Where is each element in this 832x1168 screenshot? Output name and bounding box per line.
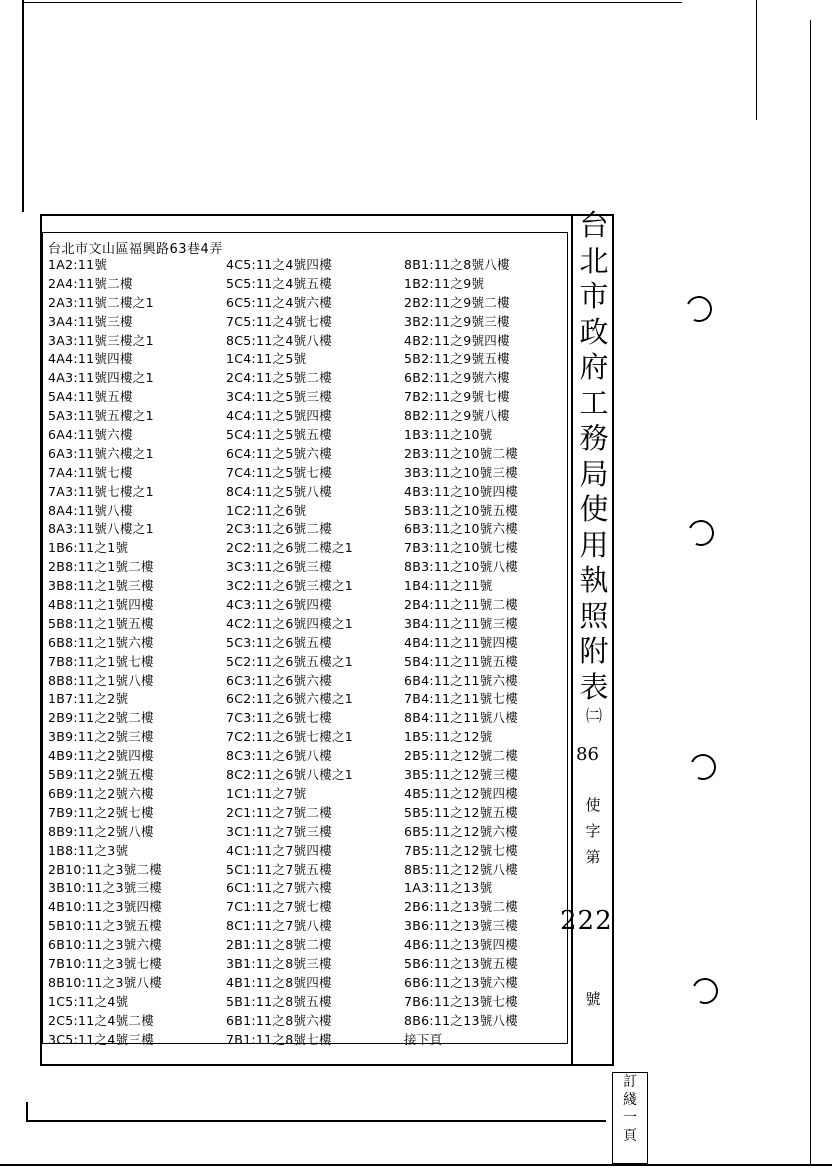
address-entry: 4B9:11之2號四樓 xyxy=(48,748,154,764)
address-entry: 3C4:11之5號三樓 xyxy=(226,389,333,405)
address-entry: 7C4:11之5號七樓 xyxy=(226,464,333,480)
address-entry: 7B9:11之2號七樓 xyxy=(48,804,154,820)
address-entry: 1C4:11之5號 xyxy=(226,351,307,367)
address-entry: 5B10:11之3號五樓 xyxy=(48,918,163,934)
address-entry: 2A3:11號二樓之1 xyxy=(48,294,154,310)
address-entry: 8B1:11之8號八樓 xyxy=(404,257,510,272)
title-char: 務 xyxy=(579,421,609,455)
seal-char: 頁 xyxy=(623,1128,637,1144)
address-entry: 6B10:11之3號六樓 xyxy=(48,937,163,953)
address-entry: 5A4:11號五樓 xyxy=(48,389,133,405)
address-entry: 8B3:11之10號八樓 xyxy=(404,559,519,575)
address-entry: 2C4:11之5號二樓 xyxy=(226,370,333,386)
address-entry: 6C1:11之7號六樓 xyxy=(226,880,333,896)
address-entry: 6B9:11之2號六樓 xyxy=(48,785,154,801)
title-char: 府 xyxy=(579,350,609,384)
title-char: 市 xyxy=(579,279,609,313)
scan-top-line xyxy=(22,2,682,3)
punch-hole-icon xyxy=(684,516,717,549)
address-entry: 6B1:11之8號六樓 xyxy=(226,1012,332,1028)
bottom-rule xyxy=(26,1120,606,1122)
address-entry: 2B8:11之1號二樓 xyxy=(48,559,154,575)
punch-hole-icon xyxy=(688,974,721,1007)
address-entry: 8B8:11之1號八樓 xyxy=(48,672,154,688)
address-entry: 1B8:11之3號 xyxy=(48,842,129,858)
address-column-2 xyxy=(226,256,401,1049)
title-char: 使 xyxy=(579,492,609,526)
address-entry: 7C5:11之4號七樓 xyxy=(226,313,333,329)
address-entry: 4B5:11之12號四樓 xyxy=(404,785,519,801)
address-entry: 4B8:11之1號四樓 xyxy=(48,597,154,613)
address-entry: 4C4:11之5號四樓 xyxy=(226,408,333,424)
address-entry: 6B4:11之11號六樓 xyxy=(404,672,519,688)
address-entry: 4C2:11之6號四樓之1 xyxy=(226,615,354,631)
title-char: 表 xyxy=(579,669,609,704)
address-entry: 5A3:11號五樓之1 xyxy=(48,408,154,424)
address-entry: 5C4:11之5號五樓 xyxy=(226,427,333,443)
address-entry: 2B4:11之11號二樓 xyxy=(404,597,519,613)
address-entry: 2B3:11之10號二樓 xyxy=(404,445,519,461)
top-edge-line xyxy=(22,0,24,212)
address-entry: 1B3:11之10號 xyxy=(404,427,493,443)
title-char: 執 xyxy=(579,563,609,597)
address-entry: 3C5:11之4號三樓 xyxy=(48,1031,155,1047)
address-entry: 8A3:11號八樓之1 xyxy=(48,521,154,537)
title-suffix: ㈡ xyxy=(585,706,602,725)
address-entry: 2A4:11號二樓 xyxy=(48,275,133,291)
address-entry: 6B3:11之10號六樓 xyxy=(404,521,519,537)
address-entry: 5C2:11之6號五樓之1 xyxy=(226,653,354,669)
address-entry: 8B2:11之9號八樓 xyxy=(404,408,510,424)
punch-hole-icon xyxy=(686,750,719,783)
address-entry: 6C3:11之6號六樓 xyxy=(226,672,333,688)
title-char: 工 xyxy=(579,385,609,420)
title-char: 附 xyxy=(579,634,609,668)
title-char: 照 xyxy=(579,598,609,633)
address-entry: 7B8:11之1號七樓 xyxy=(48,653,154,669)
bottom-rule-tick xyxy=(26,1102,28,1122)
address-entry: 4C5:11之4號四樓 xyxy=(226,257,333,272)
title-char: 局 xyxy=(579,456,609,491)
address-entry: 5C5:11之4號五樓 xyxy=(226,275,333,291)
address-entry: 8B9:11之2號八樓 xyxy=(48,823,154,839)
address-entry: 4C1:11之7號四樓 xyxy=(226,842,333,858)
address-entry: 1C1:11之7號 xyxy=(226,785,307,801)
address-entry: 8C4:11之5號八樓 xyxy=(226,483,333,499)
address-entry: 5B6:11之13號五樓 xyxy=(404,955,519,971)
address-entry: 7C2:11之6號七樓之1 xyxy=(226,729,354,745)
address-entry: 8B6:11之13號八樓 xyxy=(404,1012,519,1028)
bottom-edge-line xyxy=(0,1164,832,1166)
title-char: 北 xyxy=(579,243,609,278)
seal-char: 訂 xyxy=(623,1074,637,1090)
address-entry: 3C3:11之6號三樓 xyxy=(226,559,333,575)
address-entry: 6C4:11之5號六樓 xyxy=(226,445,333,461)
address-entry: 接下頁 xyxy=(404,1031,443,1047)
address-entry: 2B6:11之13號二樓 xyxy=(404,899,519,915)
address-entry: 1C5:11之4號 xyxy=(48,993,129,1009)
address-entry: 8B4:11之11號八樓 xyxy=(404,710,519,726)
permit-serial: 222 xyxy=(560,906,613,936)
address-entry: 8A4:11號八樓 xyxy=(48,502,133,518)
address-entry: 3A3:11號三樓之1 xyxy=(48,332,154,348)
address-entry: 8C1:11之7號八樓 xyxy=(226,918,333,934)
address-entry: 2B5:11之12號二樓 xyxy=(404,748,519,764)
binding-seal xyxy=(612,1072,648,1164)
address-entry: 2C2:11之6號二樓之1 xyxy=(226,540,354,556)
address-entry: 1B6:11之1號 xyxy=(48,540,129,556)
address-entry: 3B6:11之13號三樓 xyxy=(404,918,519,934)
address-entry: 1B4:11之11號 xyxy=(404,578,493,594)
address-entry: 5B9:11之2號五樓 xyxy=(48,767,154,783)
address-entry: 6B2:11之9號六樓 xyxy=(404,370,510,386)
address-entry: 7B2:11之9號七樓 xyxy=(404,389,510,405)
address-entry: 7A4:11號七樓 xyxy=(48,464,133,480)
address-entry: 6B6:11之13號六樓 xyxy=(404,974,519,990)
address-entry: 3B3:11之10號三樓 xyxy=(404,464,519,480)
address-entry: 6B8:11之1號六樓 xyxy=(48,634,154,650)
address-entry: 2C1:11之7號二樓 xyxy=(226,804,333,820)
address-entry: 6A3:11號六樓之1 xyxy=(48,445,154,461)
address-entry: 5B8:11之1號五樓 xyxy=(48,615,154,631)
address-column-3 xyxy=(404,256,579,1049)
address-entry: 4A3:11號四樓之1 xyxy=(48,370,154,386)
address-column-1 xyxy=(48,256,223,1049)
address-entry: 2C3:11之6號二樓 xyxy=(226,521,333,537)
address-entry: 4B10:11之3號四樓 xyxy=(48,899,163,915)
address-entry: 4B2:11之9號四樓 xyxy=(404,332,510,348)
address-entry: 2B10:11之3號二樓 xyxy=(48,861,163,877)
address-entry: 3C2:11之6號三樓之1 xyxy=(226,578,354,594)
permit-char-3: 第 xyxy=(585,848,601,866)
address-entry: 7A3:11號七樓之1 xyxy=(48,483,154,499)
right-page-edge xyxy=(810,20,811,1165)
permit-char-1: 使 xyxy=(585,796,601,814)
address-entry: 5B2:11之9號五樓 xyxy=(404,351,510,367)
address-entry: 7B6:11之13號七樓 xyxy=(404,993,519,1009)
address-entry: 1B2:11之9號 xyxy=(404,275,485,291)
seal-char: 一 xyxy=(623,1110,637,1126)
permit-char-4: 號 xyxy=(585,990,601,1008)
address-entry: 6A4:11號六樓 xyxy=(48,427,133,443)
address-entry: 7B4:11之11號七樓 xyxy=(404,691,519,707)
address-entry: 5B4:11之11號五樓 xyxy=(404,653,519,669)
address-entry: 7C1:11之7號七樓 xyxy=(226,899,333,915)
address-entry: 1B5:11之12號 xyxy=(404,729,493,745)
address-entry: 2C5:11之4號二樓 xyxy=(48,1012,155,1028)
address-entry: 4B4:11之11號四樓 xyxy=(404,634,519,650)
punch-hole-icon xyxy=(682,292,715,325)
address-entry: 7C3:11之6號七樓 xyxy=(226,710,333,726)
address-entry: 6C2:11之6號六樓之1 xyxy=(226,691,354,707)
seal-char: 綫 xyxy=(623,1092,637,1108)
address-entry: 3B10:11之3號三樓 xyxy=(48,880,163,896)
address-entry: 7B5:11之12號七樓 xyxy=(404,842,519,858)
address-entry: 1B7:11之2號 xyxy=(48,691,129,707)
address-entry: 5B5:11之12號五樓 xyxy=(404,804,519,820)
address-entry: 3B1:11之8號三樓 xyxy=(226,955,332,971)
address-entry: 5B1:11之8號五樓 xyxy=(226,993,332,1009)
address-entry: 5C3:11之6號五樓 xyxy=(226,634,333,650)
address-entry: 1A2:11號 xyxy=(48,257,108,272)
address-entry: 7B1:11之8號七樓 xyxy=(226,1031,332,1047)
address-entry: 3B2:11之9號三樓 xyxy=(404,313,510,329)
address-entry: 6B5:11之12號六樓 xyxy=(404,823,519,839)
address-entry: 6C5:11之4號六樓 xyxy=(226,294,333,310)
address-entry: 4B6:11之13號四樓 xyxy=(404,937,519,953)
address-header: 台北市文山區福興路63巷4弄 xyxy=(48,242,223,257)
address-entry: 2B1:11之8號二樓 xyxy=(226,937,332,953)
address-entry: 8B5:11之12號八樓 xyxy=(404,861,519,877)
address-entry: 4C3:11之6號四樓 xyxy=(226,597,333,613)
address-entry: 5C1:11之7號五樓 xyxy=(226,861,333,877)
address-entry: 4B3:11之10號四樓 xyxy=(404,483,519,499)
address-entry: 8C2:11之6號八樓之1 xyxy=(226,767,354,783)
address-entry: 8C3:11之6號八樓 xyxy=(226,748,333,764)
address-entry: 3A4:11號三樓 xyxy=(48,313,133,329)
scan-right-line xyxy=(756,0,757,120)
address-entry: 4B1:11之8號四樓 xyxy=(226,974,332,990)
address-entry: 3B9:11之2號三樓 xyxy=(48,729,154,745)
permit-char-2: 字 xyxy=(585,822,601,840)
address-entry: 5B3:11之10號五樓 xyxy=(404,502,519,518)
address-entry: 3B8:11之1號三樓 xyxy=(48,578,154,594)
address-entry: 1C2:11之6號 xyxy=(226,502,307,518)
address-entry: 8B10:11之3號八樓 xyxy=(48,974,163,990)
address-entry: 7B3:11之10號七樓 xyxy=(404,540,519,556)
address-entry: 7B10:11之3號七樓 xyxy=(48,955,163,971)
title-char: 政 xyxy=(579,314,609,349)
vertical-title xyxy=(574,208,614,727)
title-char: 用 xyxy=(579,527,609,562)
address-entry: 3B5:11之12號三樓 xyxy=(404,767,519,783)
address-entry: 3C1:11之7號三樓 xyxy=(226,823,333,839)
address-entry: 4A4:11號四樓 xyxy=(48,351,133,367)
title-char: 台 xyxy=(579,208,609,242)
address-entry: 3B4:11之11號三樓 xyxy=(404,615,519,631)
address-entry: 8C5:11之4號八樓 xyxy=(226,332,333,348)
permit-year: 86 xyxy=(576,744,599,765)
address-entry: 1A3:11之13號 xyxy=(404,880,493,896)
address-entry: 2B2:11之9號二樓 xyxy=(404,294,510,310)
address-entry: 2B9:11之2號二樓 xyxy=(48,710,154,726)
